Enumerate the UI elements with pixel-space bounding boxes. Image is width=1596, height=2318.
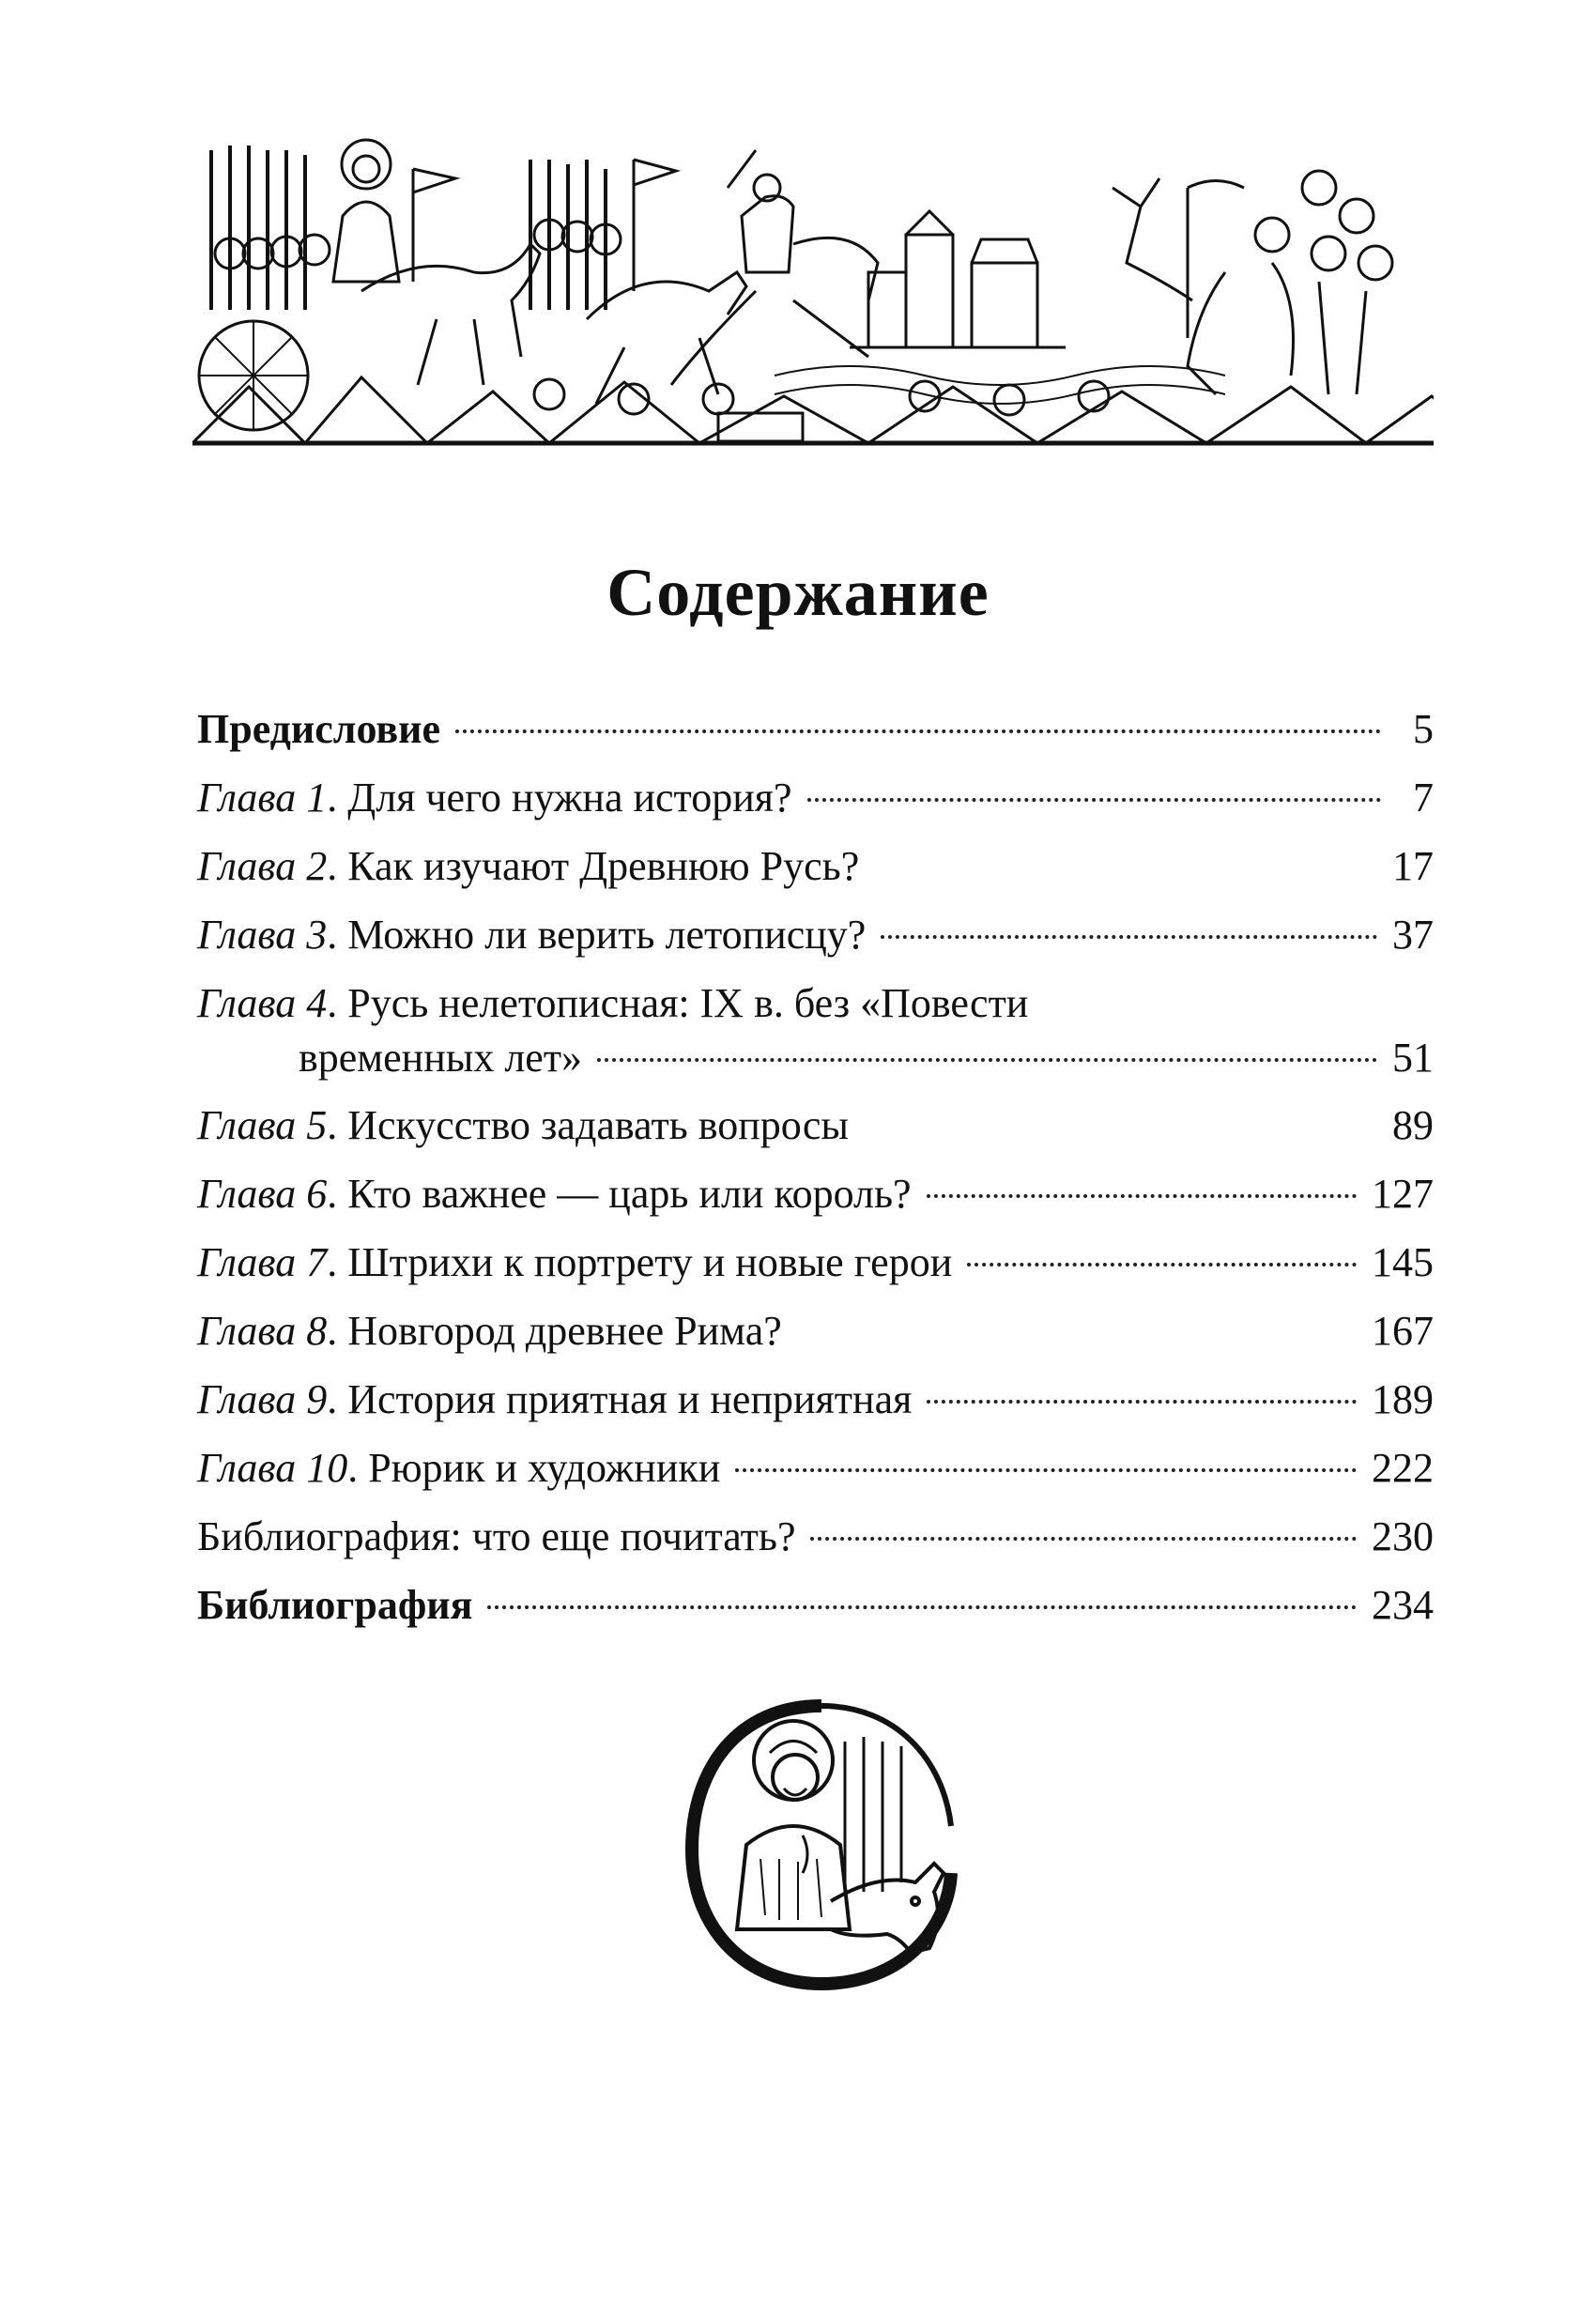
toc-entry-label: . История приятная и неприятная	[327, 1376, 913, 1422]
toc-page-number: 51	[1392, 1035, 1434, 1081]
toc-entry-label: . Кто важнее — царь или король?	[327, 1171, 912, 1217]
toc-entry-label: . Для чего нужна история?	[327, 775, 792, 821]
dot-leader	[735, 1468, 1357, 1472]
toc-entry-chapter-3[interactable]	[197, 900, 1434, 969]
toc-page-number: 145	[1372, 1239, 1434, 1285]
toc-page-number: 230	[1372, 1513, 1434, 1559]
toc-entry-preface[interactable]	[197, 695, 1434, 763]
battle-scene-illustration	[192, 131, 1434, 451]
toc-chapter-number: Глава 5	[197, 1102, 328, 1148]
toc-page-number: 222	[1372, 1445, 1434, 1491]
toc-entry-label: . Штрихи к портрету и новые герои	[327, 1239, 953, 1285]
toc-entry-chapter-2[interactable]	[197, 832, 1434, 900]
toc-page-number: 17	[1392, 843, 1434, 889]
toc-entry-label: . Можно ли верить летописцу?	[327, 912, 867, 958]
toc-entry-label: Предисловие	[197, 706, 441, 752]
table-of-contents	[197, 695, 1434, 1639]
dot-leader	[967, 1263, 1357, 1266]
toc-entry-label: . Рюрик и художники	[347, 1445, 721, 1491]
toc-entry-chapter-1[interactable]	[197, 763, 1434, 832]
toc-chapter-number: Глава 7	[197, 1239, 328, 1285]
toc-entry-label-continued: временных лет»	[299, 1035, 583, 1081]
dot-leader	[597, 1058, 1377, 1062]
toc-entry-chapter-10[interactable]	[197, 1434, 1434, 1502]
toc-chapter-number: Глава 6	[197, 1171, 328, 1217]
toc-page-number: 5	[1413, 706, 1434, 752]
toc-entry-chapter-9[interactable]	[197, 1365, 1434, 1434]
toc-entry-chapter-6[interactable]	[197, 1159, 1434, 1228]
toc-page-number: 7	[1413, 775, 1434, 821]
toc-page-number: 189	[1372, 1376, 1434, 1422]
dot-leader	[881, 935, 1377, 939]
toc-page-number: 89	[1392, 1102, 1434, 1148]
toc-chapter-number: Глава 4	[197, 980, 328, 1026]
dot-leader	[927, 1194, 1357, 1198]
toc-chapter-number: Глава 9	[197, 1376, 328, 1422]
toc-page-number: 37	[1392, 912, 1434, 958]
dot-leader	[927, 1400, 1357, 1404]
toc-chapter-number: Глава 1	[197, 775, 328, 821]
toc-chapter-number: Глава 10	[197, 1445, 348, 1491]
toc-entry-label: . Новгород древнее Рима?	[327, 1308, 782, 1354]
toc-page-number: 234	[1372, 1582, 1434, 1628]
toc-entry-label: . Как изучают Древнюю Русь?	[327, 843, 860, 889]
toc-page-number: 167	[1372, 1308, 1434, 1354]
page-title: Содержание	[606, 555, 990, 630]
toc-entry-label: Библиография	[197, 1582, 473, 1628]
toc-chapter-number: Глава 3	[197, 912, 328, 958]
dot-leader	[487, 1605, 1357, 1609]
dot-leader	[455, 729, 1381, 733]
toc-chapter-number: Глава 8	[197, 1308, 328, 1354]
toc-entry-chapter-8[interactable]	[197, 1297, 1434, 1365]
toc-entry-chapter-4[interactable]	[197, 969, 1434, 1091]
toc-entry-label: . Русь нелетописная: IX в. без «Повести	[327, 980, 1029, 1026]
toc-page-number: 127	[1372, 1171, 1434, 1217]
saint-horseman-vignette	[681, 1695, 972, 1995]
toc-entry-chapter-7[interactable]	[197, 1228, 1434, 1297]
dot-leader	[807, 798, 1381, 802]
toc-entry-label: . Искусство задавать вопросы	[327, 1102, 849, 1148]
toc-entry-label: Библиография: что еще почитать?	[197, 1513, 796, 1559]
dot-leader	[810, 1537, 1357, 1541]
toc-entry-bibliography[interactable]	[197, 1571, 1434, 1639]
toc-chapter-number: Глава 2	[197, 843, 328, 889]
toc-entry-chapter-5[interactable]	[197, 1091, 1434, 1159]
toc-entry-further-reading[interactable]	[197, 1502, 1434, 1571]
